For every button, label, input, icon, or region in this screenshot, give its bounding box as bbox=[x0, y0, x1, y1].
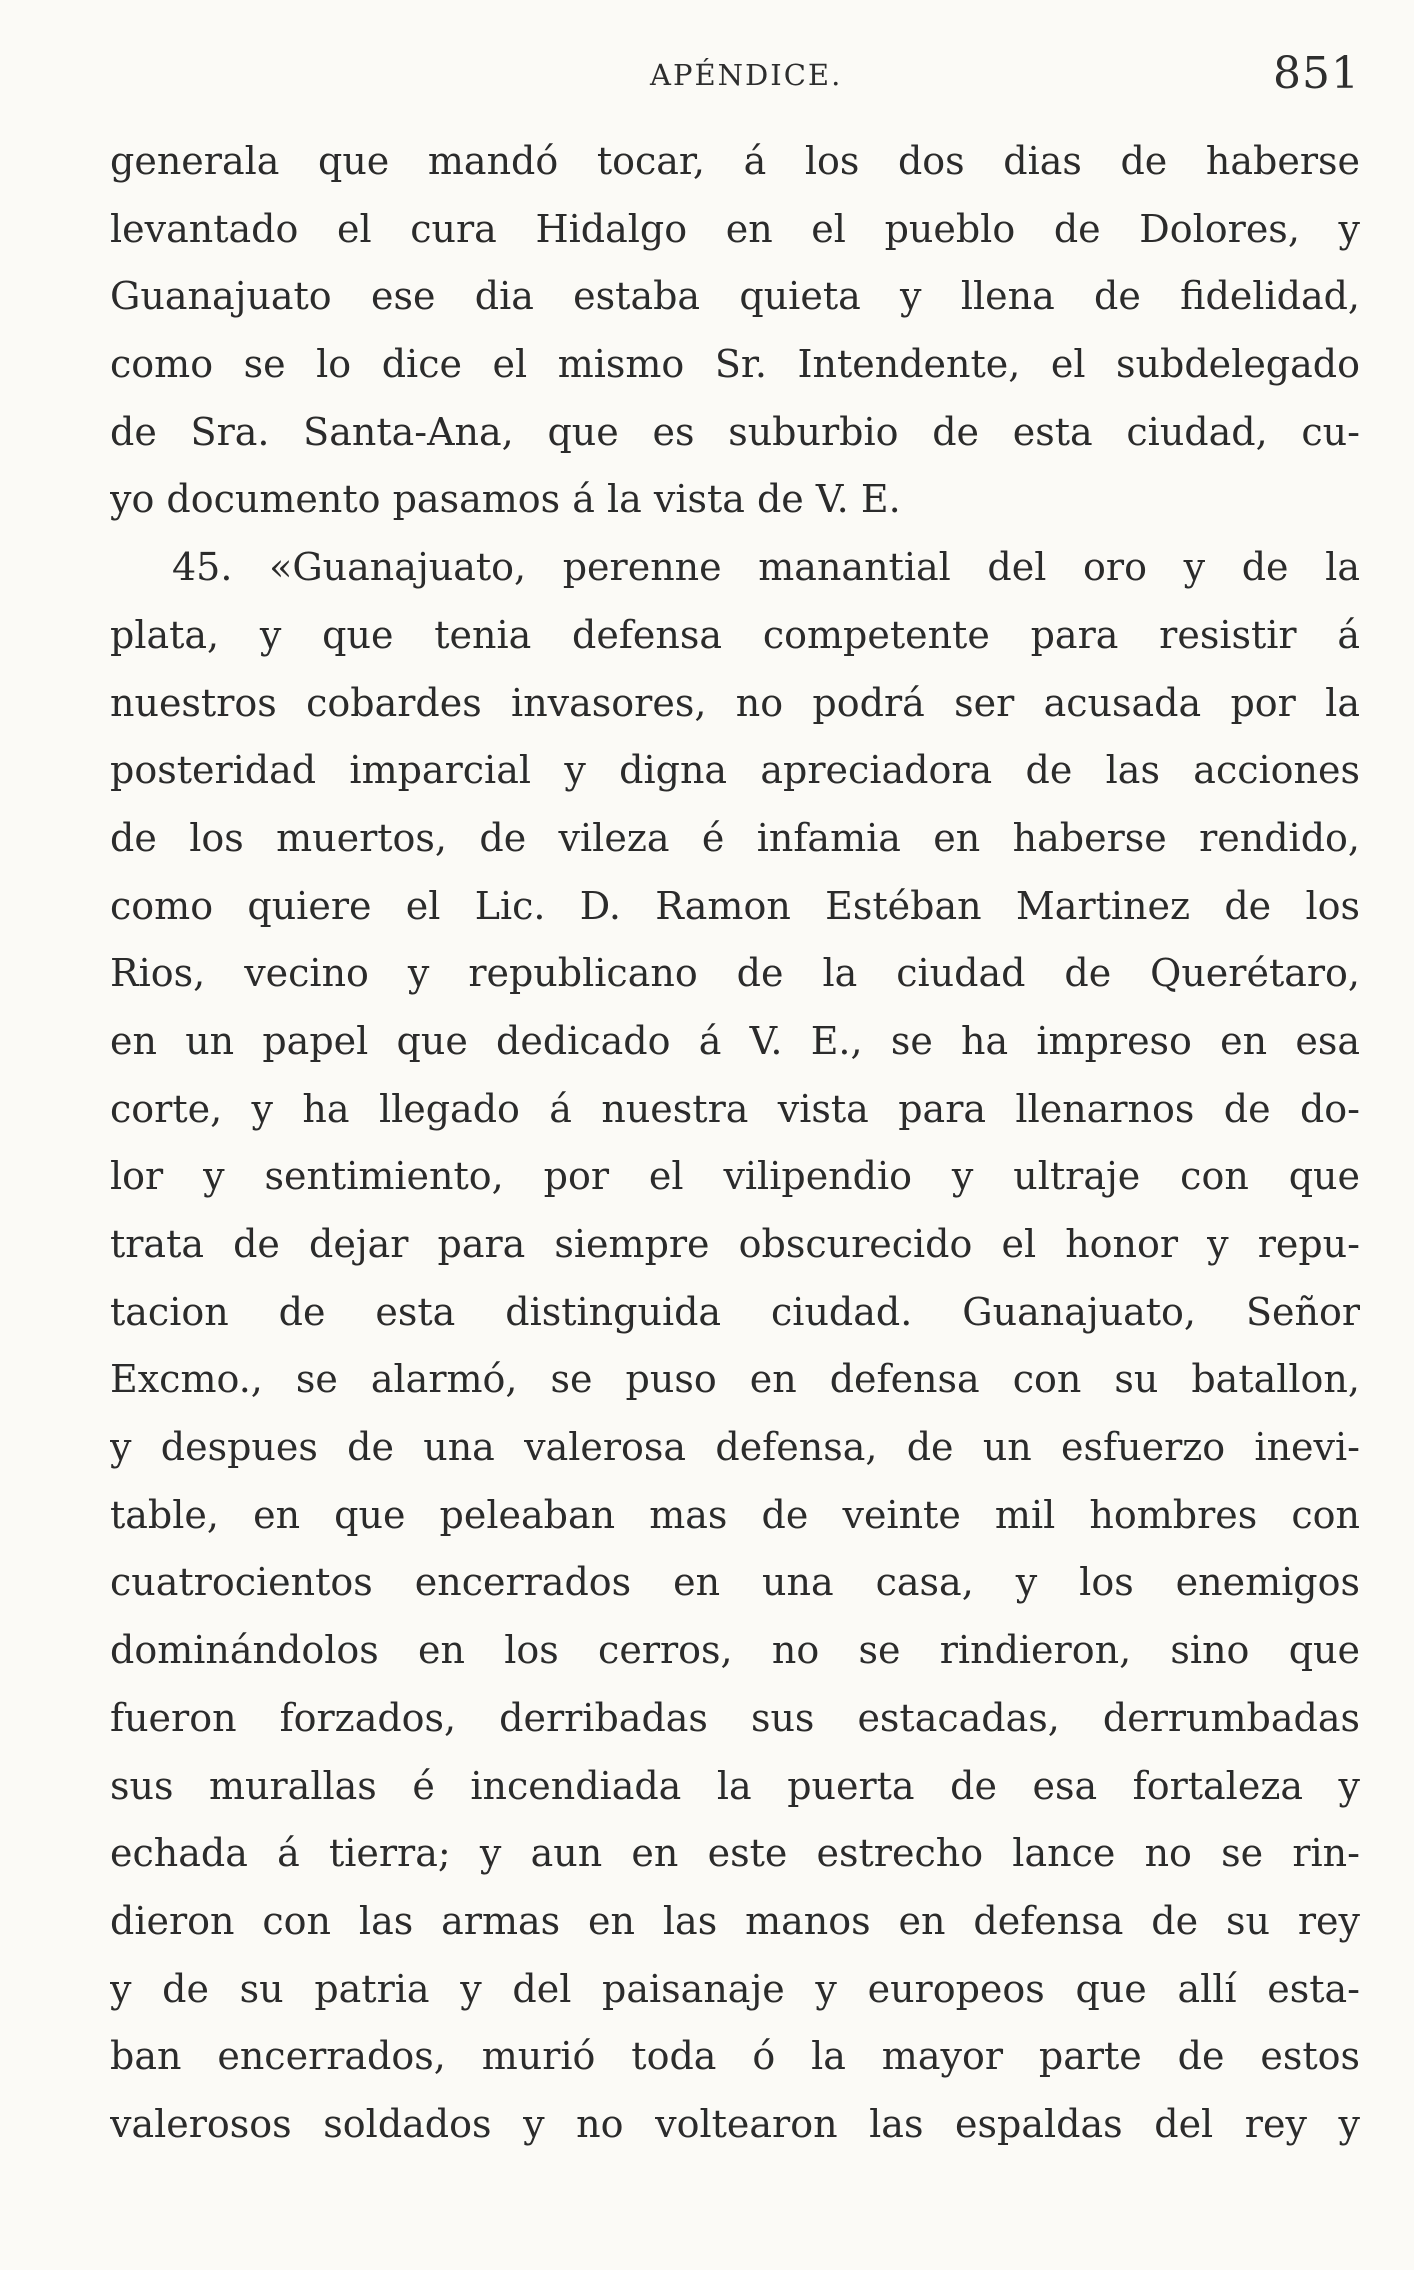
text-line: corte, y ha llegado á nuestra vista para llenarnos de do- bbox=[110, 1086, 1360, 1131]
text-line: table, en que peleaban mas de veinte mil hombres con bbox=[110, 1492, 1360, 1537]
text-line: dominándolos en los cerros, no se rindieron, sino que bbox=[110, 1628, 1360, 1673]
text-line: sus murallas é incendiada la puerta de esa fortaleza y bbox=[110, 1763, 1360, 1808]
text-line: Excmo., se alarmó, se puso en defensa con su batallon, bbox=[110, 1357, 1360, 1402]
text-line: en un papel que dedicado á V. E., se ha impreso en esa bbox=[110, 1018, 1360, 1063]
text-line: fueron forzados, derribadas sus estacadas, derrumbadas bbox=[110, 1695, 1360, 1740]
text-line: ban encerrados, murió toda ó la mayor parte de estos bbox=[110, 2034, 1360, 2079]
text-line: tacion de esta distinguida ciudad. Guanajuato, Señor bbox=[110, 1289, 1360, 1334]
text-line: y despues de una valerosa defensa, de un esfuerzo inevi- bbox=[110, 1425, 1360, 1470]
text-line: levantado el cura Hidalgo en el pueblo de Dolores, y bbox=[110, 206, 1360, 251]
paragraph-start-line: 45. «Guanajuato, perenne manantial del oro y de la bbox=[172, 545, 1360, 590]
text-line: de los muertos, de vileza é infamia en haberse rendido, bbox=[110, 815, 1360, 860]
text-line: valerosos soldados y no voltearon las espaldas del rey y bbox=[110, 2101, 1360, 2146]
text-line: posteridad imparcial y digna apreciadora de las acciones bbox=[110, 748, 1360, 793]
text-line: dieron con las armas en las manos en defensa de su rey bbox=[110, 1898, 1360, 1943]
page-header bbox=[110, 48, 1360, 108]
text-line: como se lo dice el mismo Sr. Intendente, el subdelegado bbox=[110, 342, 1360, 387]
text-line: Guanajuato ese dia estaba quieta y llena de fidelidad, bbox=[110, 274, 1360, 319]
text-line: de Sra. Santa-Ana, que es suburbio de esta ciudad, cu- bbox=[110, 409, 1360, 454]
text-line: lor y sentimiento, por el vilipendio y ultraje con que bbox=[110, 1154, 1360, 1199]
text-line: plata, y que tenia defensa competente para resistir á bbox=[110, 612, 1360, 657]
page-number: 851 bbox=[1273, 48, 1360, 99]
body-text bbox=[110, 128, 1360, 2159]
text-line: Rios, vecino y republicano de la ciudad de Querétaro, bbox=[110, 951, 1360, 996]
text-line: nuestros cobardes invasores, no podrá ser acusada por la bbox=[110, 680, 1360, 725]
running-head: APÉNDICE. bbox=[650, 58, 843, 92]
text-line: como quiere el Lic. D. Ramon Estéban Martinez de los bbox=[110, 883, 1360, 928]
text-line: trata de dejar para siempre obscurecido el honor y repu- bbox=[110, 1222, 1360, 1266]
text-line: y de su patria y del paisanaje y europeos que allí esta- bbox=[110, 1966, 1360, 2011]
text-line: cuatrocientos encerrados en una casa, y los enemigos bbox=[110, 1560, 1360, 1605]
text-line: yo documento pasamos á la vista de V. E. bbox=[110, 477, 901, 522]
text-line: echada á tierra; y aun en este estrecho lance no se rin- bbox=[110, 1831, 1360, 1876]
text-line: generala que mandó tocar, á los dos dias de haberse bbox=[110, 139, 1360, 183]
